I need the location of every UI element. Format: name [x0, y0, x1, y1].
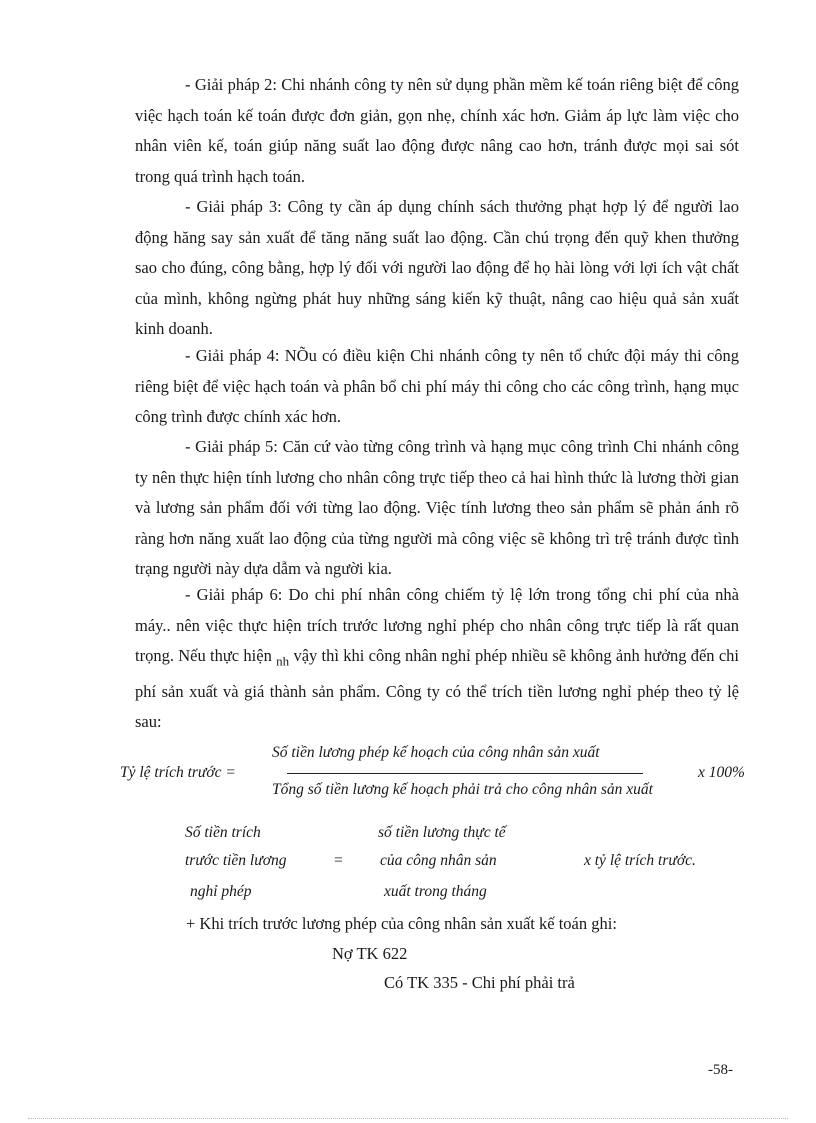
formula-ratio-label: Tỷ lệ trích trước =	[120, 764, 236, 781]
formula-multiplier: x 100%	[698, 764, 745, 781]
footer-divider	[28, 1118, 788, 1119]
entry-intro: + Khi trích trước lương phép của công nhân sản xuất kế toán ghi:	[186, 914, 617, 933]
paragraph-solution-6-continued: vậy thì khi công nhân nghỉ phép nhiều sẽ không ảnh hưởng đến chi phí sản xuất và giá thành sản phẩm. Công ty có thể trích tiền lương nghỉ phép theo tỷ lệ sau:	[135, 646, 740, 732]
paragraph-solution-4: - Giải pháp 4: NÕu có điều kiện Chi nhánh công ty nên tổ chức đội máy thi công riêng biệt để việc hạch toán và phân bổ chi phí máy thi công cho các công trình, hạng mục công trình được chính xác hơn.	[135, 346, 739, 426]
paragraph-solution-5: - Giải pháp 5: Căn cứ vào từng công trình và hạng mục công trình Chi nhánh công ty nên thực hiện tính lương cho nhân công trực tiếp theo cả hai hình thức là lương thời gian và lương sản phẩm đối với từng lao động. Việc tính lương theo sản phẩm sẽ phản ánh rõ ràng hơn năng xuất lao động của từng người mà công việc sẽ không trì trệ tránh được tình trạng người này dựa dẫm và người kia.	[135, 437, 739, 578]
formula2-left-line3: nghỉ phép	[190, 883, 252, 900]
formula-denominator: Tổng số tiền lương kế hoạch phải trả cho công nhân sản xuất	[272, 781, 653, 798]
paragraph-solution-6	[135, 580, 739, 738]
formula-numerator: Số tiền lương phép kế hoạch của công nhân sản xuất	[272, 744, 600, 761]
entry-debit: Nợ TK 622	[332, 944, 408, 963]
fraction-bar	[287, 773, 643, 774]
formula2-middle-line2: của công nhân sản	[380, 852, 497, 869]
formula2-right: x tỷ lệ trích trước.	[584, 852, 696, 869]
formula2-left-line2: trước tiền lương	[185, 852, 287, 869]
page-number: -58-	[708, 1062, 733, 1078]
paragraph-solution-2: - Giải pháp 2: Chi nhánh công ty nên sử dụng phần mềm kế toán riêng biệt để công việc hạch toán kế toán được đơn giản, gọn nhẹ, chính xác hơn. Giảm áp lực làm việc cho nhân viên kế, toán giúp năng suất lao động được nâng cao hơn, tránh được mọi sai sót trong quá trình hạch toán.	[135, 75, 739, 186]
formula2-left-line1: Số tiền trích	[185, 824, 261, 841]
entry-credit: Có TK 335 - Chi phí phải trả	[384, 973, 575, 992]
paragraph-solution-6-text: - Giải pháp 6: Do chi phí nhân công chiếm tỷ lệ lớn trong tổng chi phí của nhà máy.. nên việc thực hiện trích trước lương nghỉ phép cho nhân công trực tiếp là rất quan trọng. Nếu thực hiện	[135, 585, 739, 665]
paragraph-solution-3: - Giải pháp 3: Công ty cần áp dụng chính sách thưởng phạt hợp lý để người lao động hăng say sản xuất để tăng năng suất lao động. Cần chú trọng đến quỹ khen thưởng sao cho đúng, công bằng, hợp lý đối với người lao động để họ hài lòng với lợi ích vật chất của mình, không ngừng phát huy những sáng kiến kỹ thuật, nâng cao hiệu quả sản xuất kinh doanh.	[135, 197, 739, 338]
formula2-equals: =	[333, 852, 344, 869]
formula2-middle-line3: xuất trong tháng	[384, 883, 487, 900]
formula2-middle-line1: số tiền lương thực tế	[378, 824, 506, 841]
subscript-nh: nh	[276, 653, 290, 669]
